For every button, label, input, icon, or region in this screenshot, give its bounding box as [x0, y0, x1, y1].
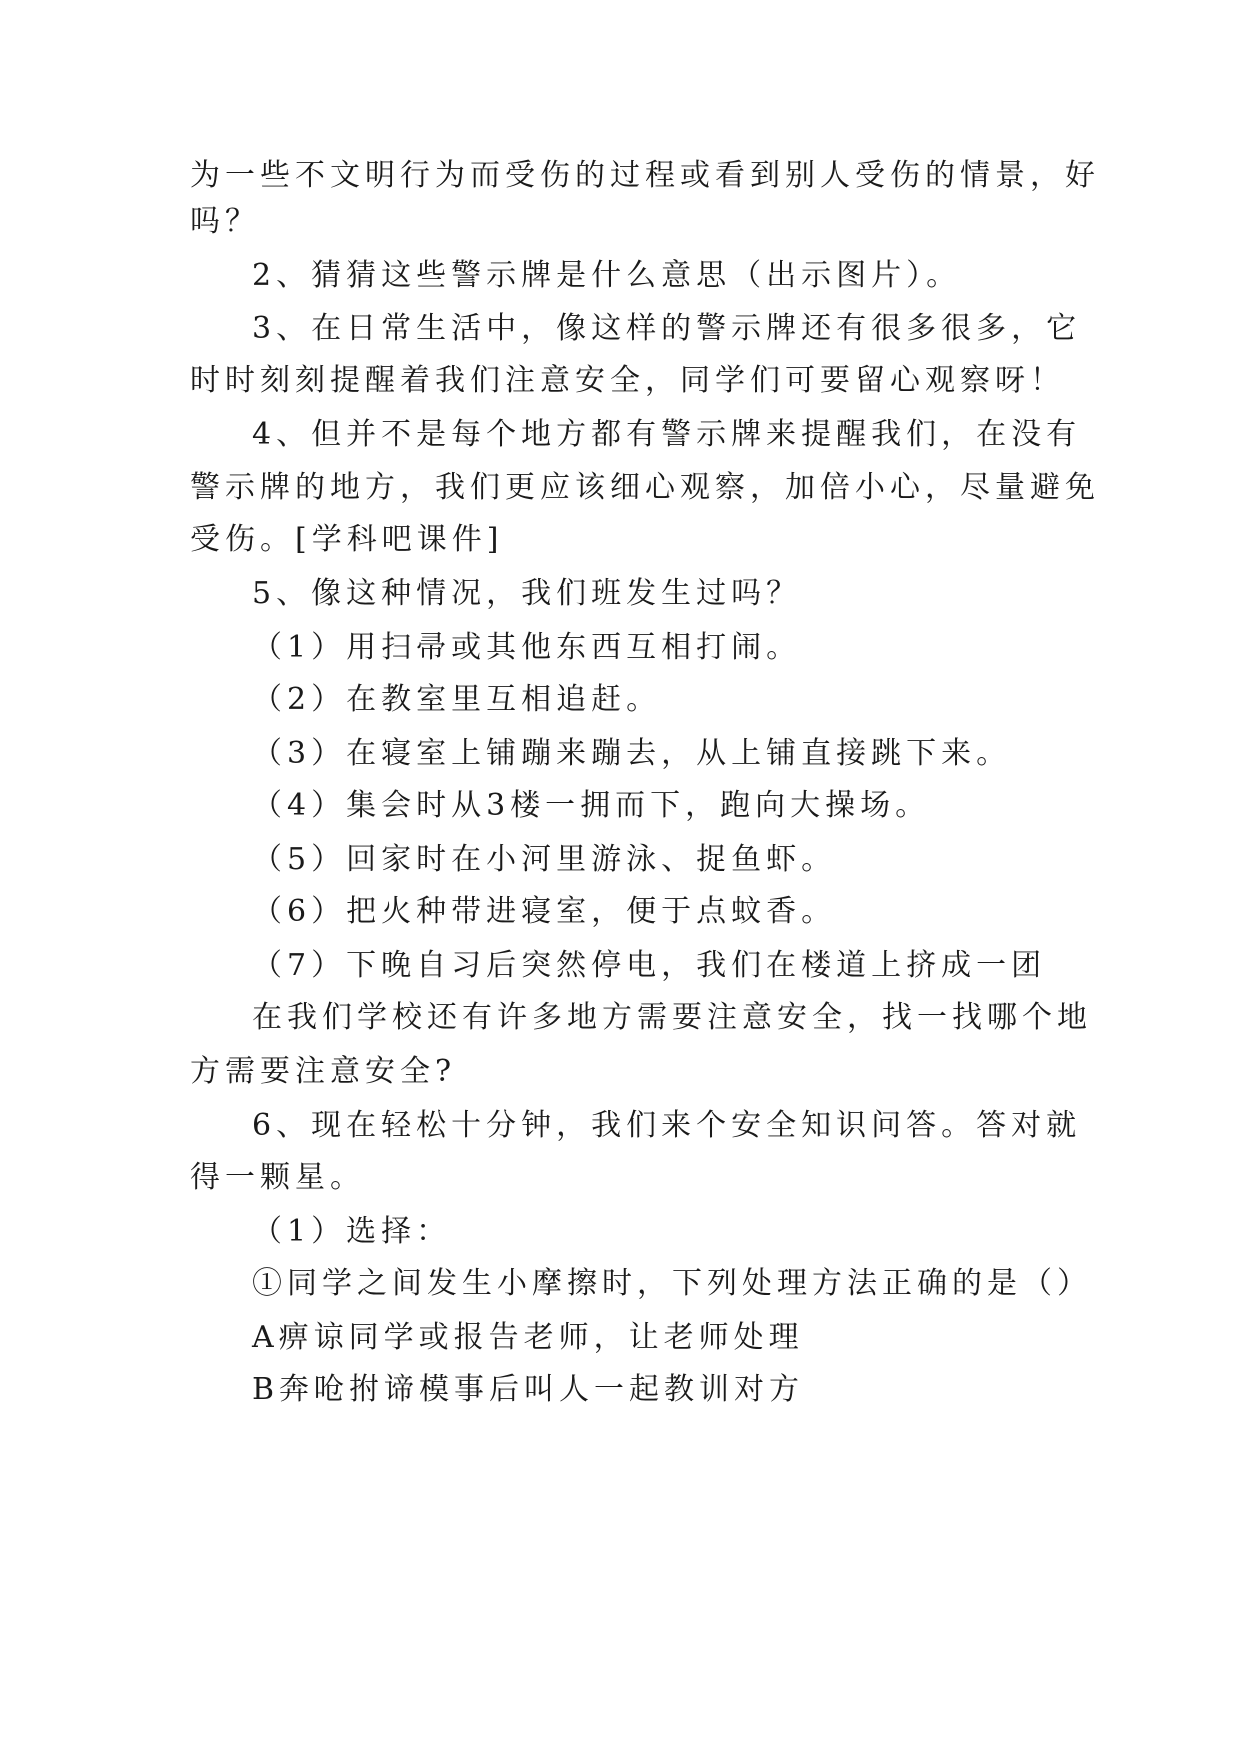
list-item: （1）用扫帚或其他东西互相打闹。	[252, 630, 802, 665]
list-item: （5）回家时在小河里游泳、捉鱼虾。	[252, 842, 837, 877]
body-line: 3、在日常生活中，像这样的警示牌还有很多很多，它	[252, 311, 1082, 346]
body-line: 吗？	[190, 204, 260, 239]
list-item: （3）在寝室上铺蹦来蹦去，从上铺直接跳下来。	[252, 736, 1012, 771]
body-line: 警示牌的地方，我们更应该细心观察，加倍小心，尽量避免	[190, 470, 1100, 505]
question-line: ①同学之间发生小摩擦时，下列处理方法正确的是（）	[252, 1266, 1092, 1301]
body-line: 时时刻刻提醒着我们注意安全，同学们可要留心观察呀！	[190, 363, 1065, 398]
body-line: 4、但并不是每个地方都有警示牌来提醒我们，在没有	[252, 417, 1082, 452]
option-line: A痹谅同学或报告老师，让老师处理	[252, 1320, 804, 1355]
body-line: 得一颗星。	[190, 1160, 365, 1195]
body-line: 方需要注意安全?	[190, 1054, 457, 1089]
list-item: （7）下晚自习后突然停电，我们在楼道上挤成一团	[252, 948, 1047, 983]
body-line: 在我们学校还有许多地方需要注意安全，找一找哪个地	[252, 1000, 1092, 1035]
list-item: （6）把火种带进寝室，便于点蚊香。	[252, 894, 837, 929]
list-item: （1）选择：	[252, 1214, 452, 1249]
list-item: （4）集会时从3楼一拥而下，跑向大操场。	[252, 788, 931, 823]
list-item: （2）在教室里互相追赶。	[252, 682, 662, 717]
option-line: B奔呛拊谛模事后叫人一起教训对方	[252, 1372, 805, 1407]
body-line: 2、猜猜这些警示牌是什么意思（出示图片）。	[252, 258, 962, 293]
body-line: 6、现在轻松十分钟，我们来个安全知识问答。答对就	[252, 1108, 1082, 1143]
body-line: 5、像这种情况，我们班发生过吗？	[252, 576, 802, 611]
body-line: 为一些不文明行为而受伤的过程或看到别人受伤的情景，好	[190, 158, 1100, 193]
body-line: 受伤。[学科吧课件]	[190, 522, 504, 557]
